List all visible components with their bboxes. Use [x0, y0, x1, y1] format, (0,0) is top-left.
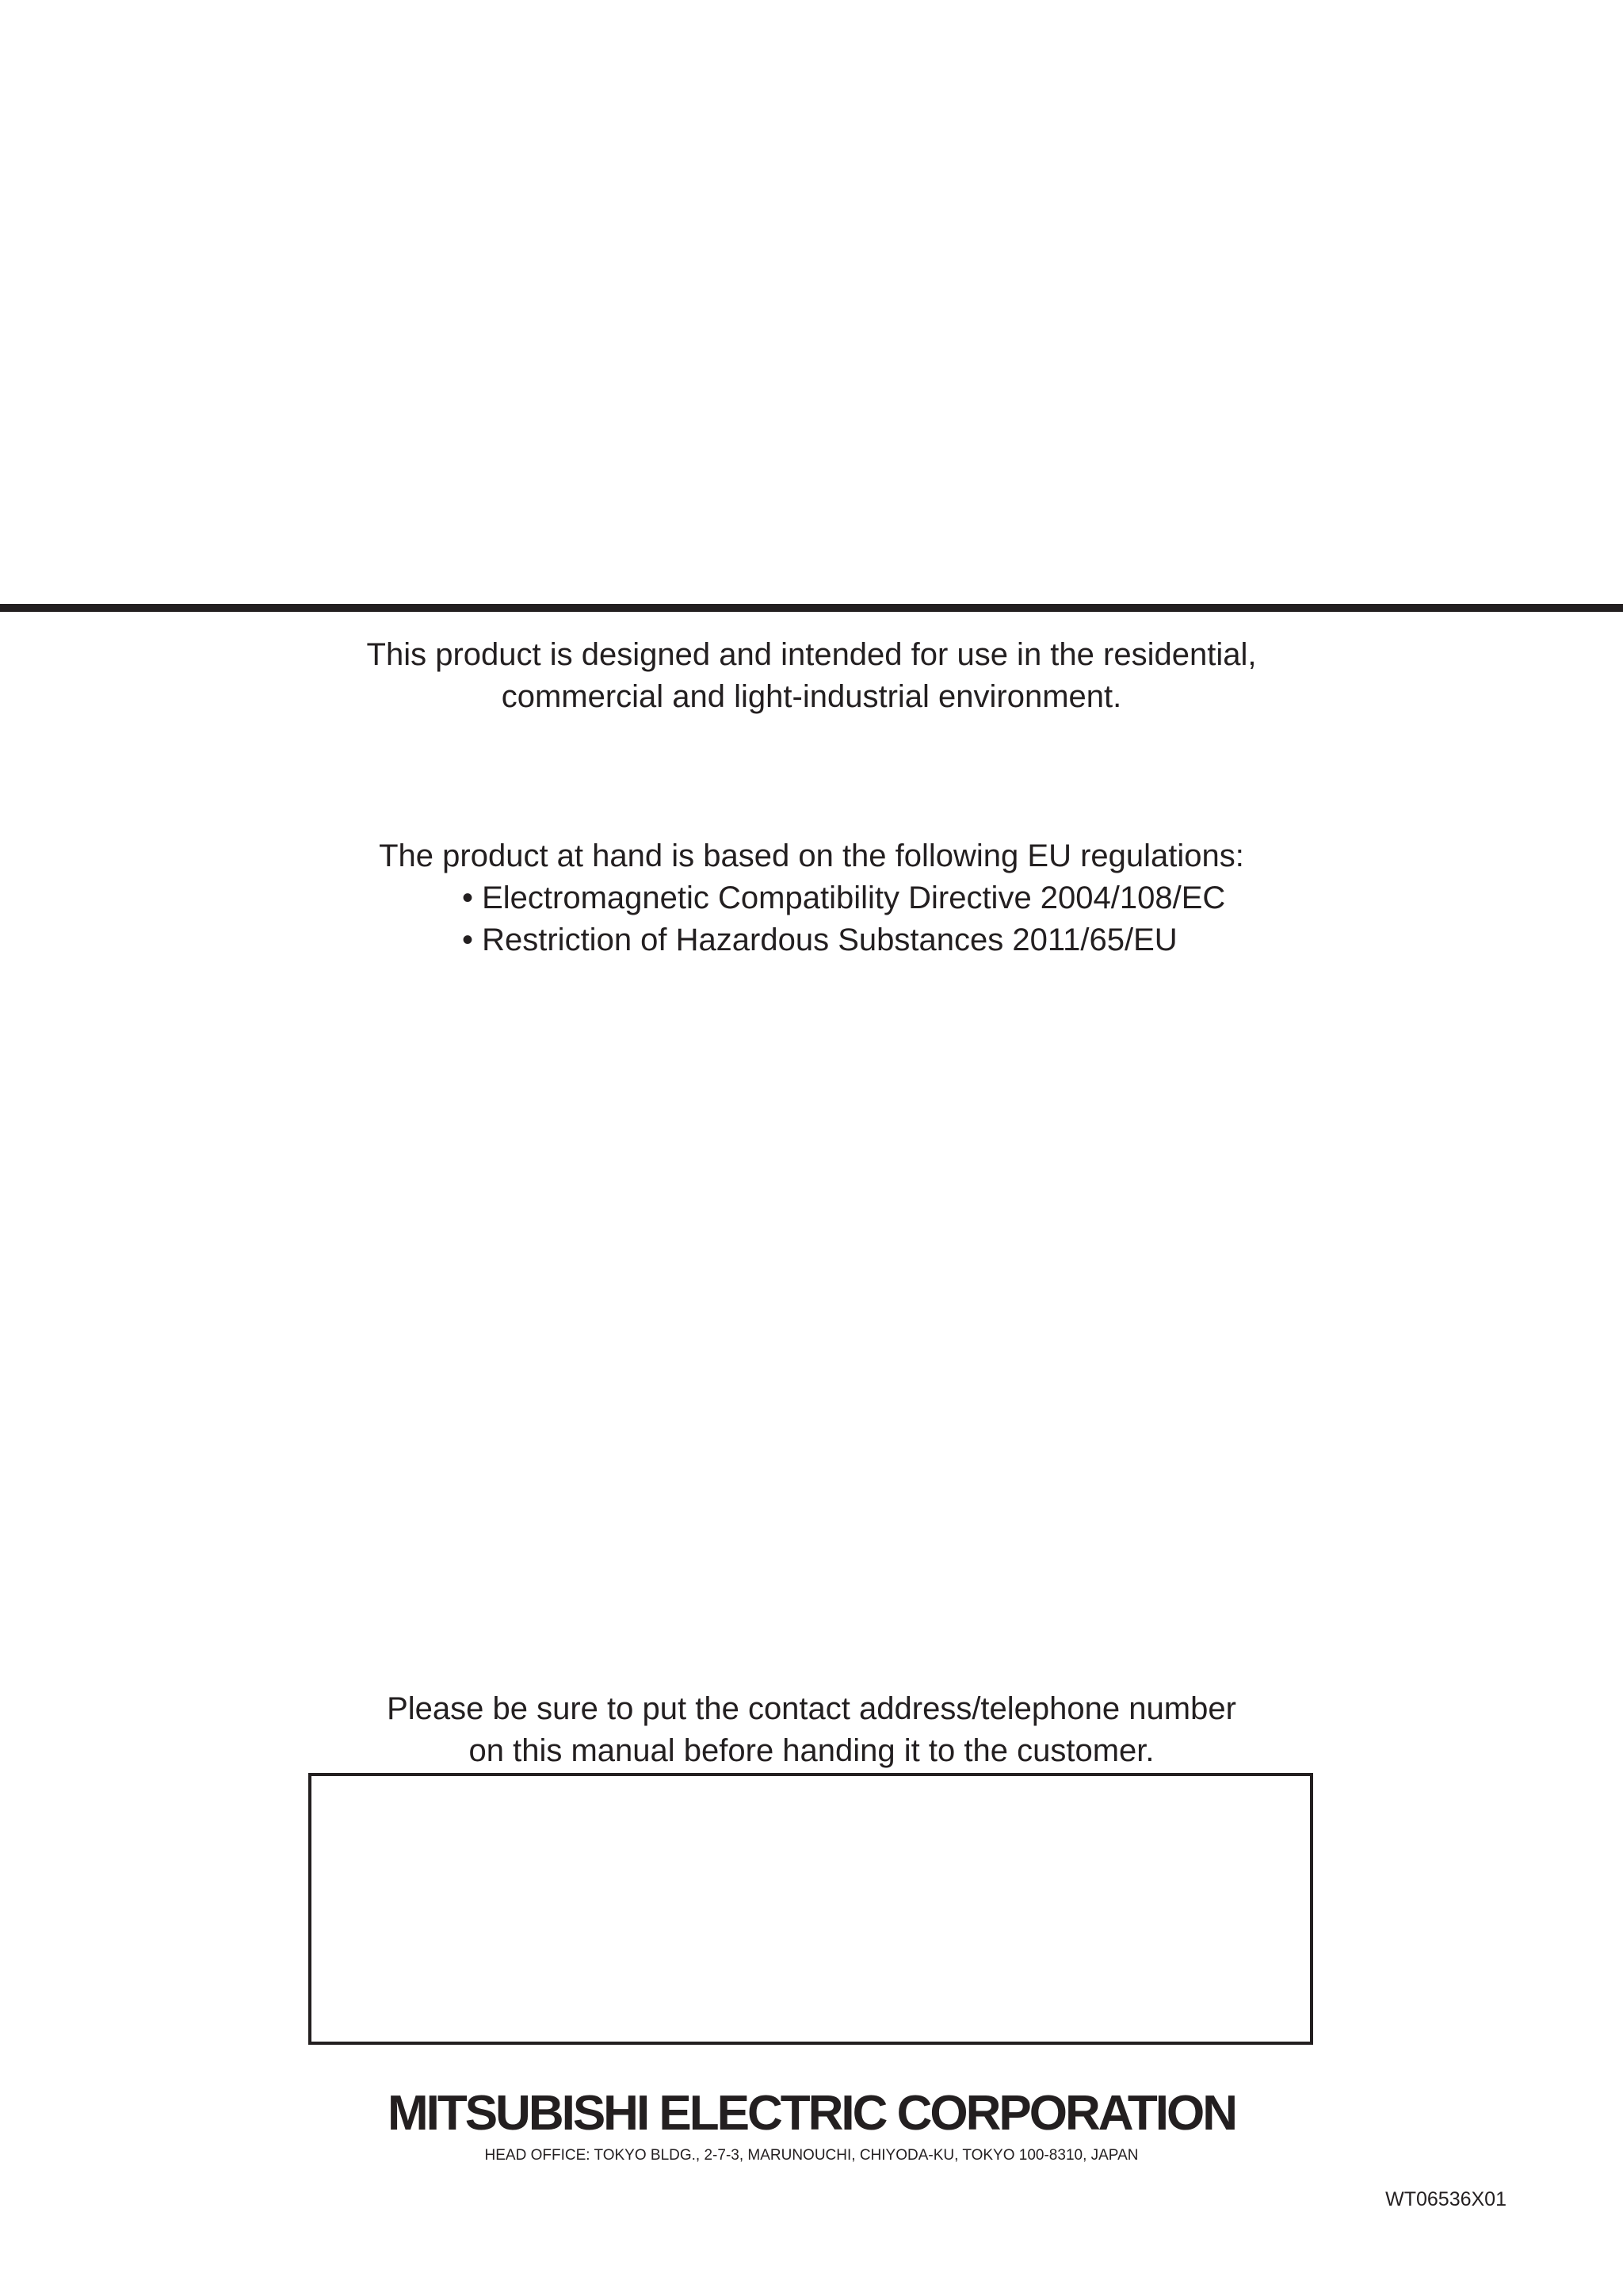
regulations-list	[462, 877, 1225, 961]
usage-notice	[0, 634, 1623, 718]
regulation-item: • Restriction of Hazardous Substances 2011/65/EU	[462, 923, 1178, 957]
usage-notice-line-2: commercial and light-industrial environment.	[501, 679, 1122, 714]
contact-notice	[0, 1688, 1623, 1772]
contact-notice-line-1: Please be sure to put the contact address/telephone number	[387, 1691, 1236, 1726]
section-divider	[0, 604, 1623, 612]
regulations-heading: The product at hand is based on the following EU regulations:	[379, 839, 1244, 873]
document-code: WT06536X01	[1385, 2188, 1507, 2210]
contact-notice-line-2: on this manual before handing it to the customer.	[468, 1733, 1155, 1768]
regulation-item: • Electromagnetic Compatibility Directive 2004/108/EC	[462, 881, 1226, 915]
usage-notice-line-1: This product is designed and intended for use in the residential,	[366, 637, 1257, 672]
head-office-address: HEAD OFFICE: TOKYO BLDG., 2-7-3, MARUNOUCHI, CHIYODA-KU, TOKYO 100-8310, JAPAN	[484, 2147, 1139, 2164]
company-name: MITSUBISHI ELECTRIC CORPORATION	[387, 2086, 1236, 2141]
contact-address-box	[308, 1773, 1313, 2045]
